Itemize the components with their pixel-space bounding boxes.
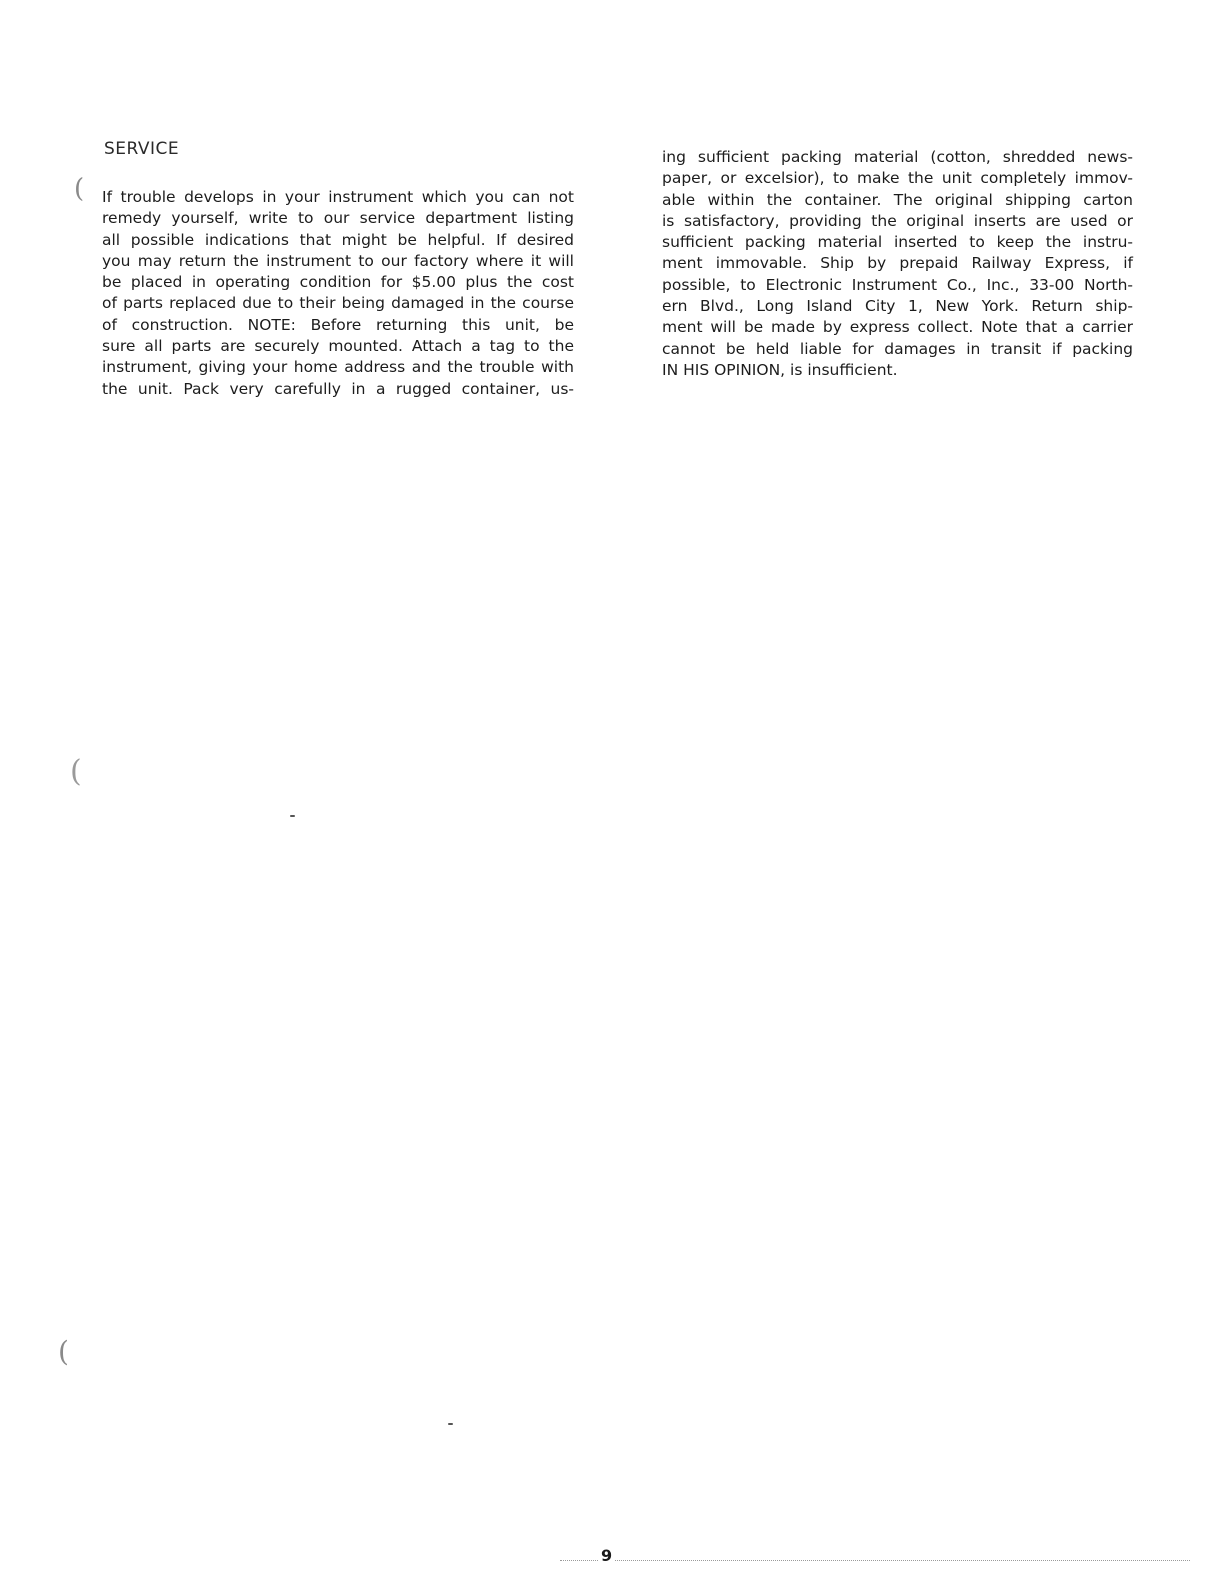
text-line: ern Blvd., Long Island City 1, New York. Return ship- — [662, 297, 1133, 316]
text-line: be placed in operating condition for $5.00 plus the cost — [102, 273, 574, 292]
text-line: cannot be held liable for damages in transit if packing — [662, 339, 1133, 358]
text-line: ment will be made by express collect. Note that a carrier — [662, 318, 1133, 337]
text-line: the unit. Pack very carefully in a rugged container, us- — [102, 379, 574, 398]
text-line: ing sufficient packing material (cotton, shredded news- — [662, 148, 1133, 166]
binder-hole-mark: ( — [70, 754, 82, 789]
text-line: paper, or excelsior), to make the unit completely immov- — [662, 169, 1133, 188]
text-line: of construction. NOTE: Before returning this unit, be — [102, 315, 574, 334]
footer-rule — [560, 1560, 1190, 1561]
text-line: IN HIS OPINION, is insufficient. — [662, 360, 898, 379]
text-line: If trouble develops in your instrument which you can not — [102, 188, 574, 206]
section-heading: SERVICE — [104, 139, 180, 159]
text-line: able within the container. The original shipping carton — [662, 190, 1133, 209]
text-line: sure all parts are securely mounted. Attach a tag to the — [102, 337, 574, 356]
right-text-column — [662, 147, 1133, 381]
left-text-column — [102, 187, 574, 400]
text-line: possible, to Electronic Instrument Co., Inc., 33-00 North- — [662, 275, 1133, 294]
scan-speck — [448, 1423, 453, 1425]
binder-hole-mark: ( — [58, 1335, 69, 1368]
text-line: is satisfactory, providing the original inserts are used or — [662, 211, 1133, 230]
text-line: remedy yourself, write to our service department listing — [102, 209, 574, 228]
text-line: all possible indications that might be helpful. If desired — [102, 230, 574, 249]
text-line: sufficient packing material inserted to keep the instru- — [662, 233, 1133, 252]
text-line: instrument, giving your home address and the trouble with — [102, 358, 574, 377]
binder-hole-mark: ( — [74, 174, 85, 204]
page-number: 9 — [601, 1546, 613, 1565]
scan-speck — [290, 815, 295, 817]
text-line: of parts replaced due to their being damaged in the course — [102, 294, 574, 313]
text-line: ment immovable. Ship by prepaid Railway Express, if — [662, 254, 1133, 273]
text-line: you may return the instrument to our factory where it will — [102, 251, 574, 270]
